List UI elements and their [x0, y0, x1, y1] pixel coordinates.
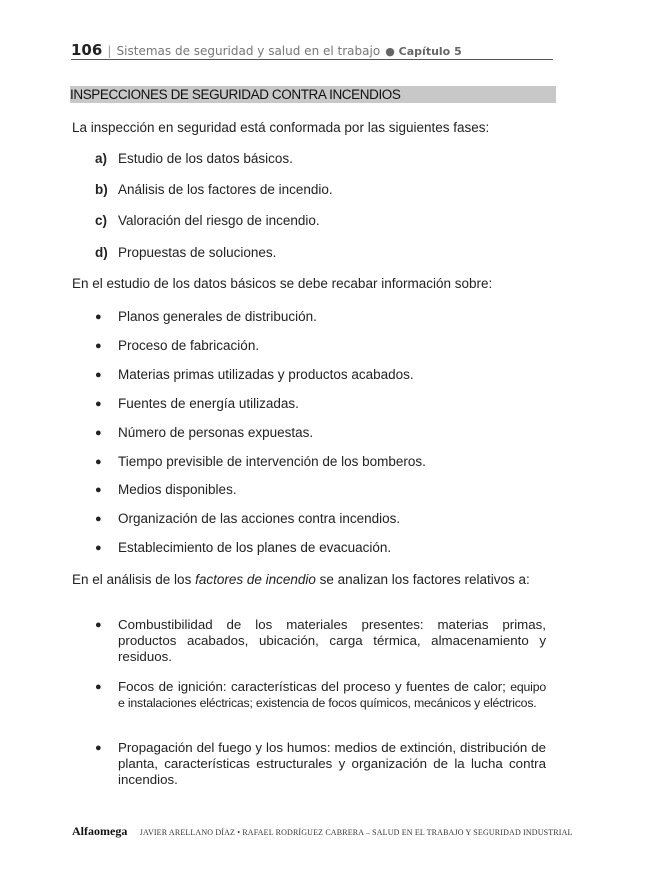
bullet-icon: ●	[95, 742, 102, 754]
bullet-icon: ●	[95, 311, 102, 323]
bullet-icon: ●	[95, 619, 102, 631]
factor-item-text-start: Focos de ignición: características del proceso y fuentes de calor;	[118, 679, 506, 694]
factors-intro-emphasis: factores de incendio	[195, 572, 316, 587]
bullet-icon: ●	[95, 484, 102, 496]
page-number: 106	[71, 41, 103, 59]
page-footer	[72, 822, 573, 840]
phase-letter: c)	[95, 213, 108, 228]
page-header	[71, 40, 553, 60]
data-item-text: Planos generales de distribución.	[118, 309, 317, 324]
bullet-icon: ●	[95, 340, 102, 352]
data-item-text: Fuentes de energía utilizadas.	[118, 396, 299, 411]
bullet-icon: ●	[95, 681, 102, 693]
data-item-text: Medios disponibles.	[118, 482, 237, 497]
factors-intro-start: En el análisis de los	[72, 572, 196, 587]
header-separator: |	[107, 44, 112, 58]
publisher-name: Alfaomega	[72, 824, 128, 838]
data-item-text: Establecimiento de los planes de evacuación.	[118, 540, 392, 555]
bullet-icon: ●	[95, 542, 102, 554]
factor-item-text	[118, 679, 546, 711]
data-item-text: Materias primas utilizadas y productos acabados.	[118, 367, 414, 382]
phases-intro: La inspección en seguridad está conformada por las siguientes fases:	[72, 120, 490, 135]
phase-text: Propuestas de soluciones.	[118, 245, 277, 260]
bullet-icon: ●	[95, 369, 102, 381]
bullet-icon: ●	[95, 398, 102, 410]
factors-intro	[72, 571, 546, 588]
bullet-icon: ●	[95, 513, 102, 525]
bullet-icon: ●	[95, 427, 102, 439]
section-heading: INSPECCIONES DE SEGURIDAD CONTRA INCENDIOS	[70, 86, 556, 103]
data-intro: En el estudio de los datos básicos se debe recabar información sobre:	[72, 276, 493, 291]
data-item-text: Organización de las acciones contra incendios.	[118, 511, 401, 526]
bullet-icon: ●	[95, 456, 102, 468]
data-item-text: Tiempo previsible de intervención de los bomberos.	[118, 454, 426, 469]
phase-letter: b)	[95, 182, 108, 197]
phase-text: Análisis de los factores de incendio.	[118, 182, 333, 197]
phase-letter: a)	[95, 151, 108, 166]
phase-letter: d)	[95, 245, 108, 260]
phase-text: Estudio de los datos básicos.	[118, 151, 293, 166]
factors-intro-end: se analizan los factores relativos a:	[315, 572, 530, 587]
footer-credit: JAVIER ARELLANO DÍAZ • RAFAEL RODRÍGUEZ CABRERA – SALUD EN EL TRABAJO Y SEGURIDAD INDUSTRIAL	[139, 828, 573, 837]
book-title: Sistemas de seguridad y salud en el trabajo	[116, 44, 381, 58]
factor-item-text: Propagación del fuego y los humos: medios de extinción, distribución de planta, características estructurales y organización de la lucha contra incendios.	[118, 740, 546, 787]
phase-text: Valoración del riesgo de incendio.	[118, 213, 320, 228]
data-item-text: Proceso de fabricación.	[118, 338, 260, 353]
factor-item-text-condensed: equipo e instalaciones eléctricas; existencia de focos químicos, mecánicos y eléctricos.	[118, 680, 546, 710]
data-item-text: Número de personas expuestas.	[118, 425, 314, 440]
factor-item-text: Combustibilidad de los materiales presentes: materias primas, productos acabados, ubicación, carga térmica, almacenamiento y residuos.	[118, 617, 546, 664]
chapter-label: ● Capítulo 5	[385, 45, 462, 58]
